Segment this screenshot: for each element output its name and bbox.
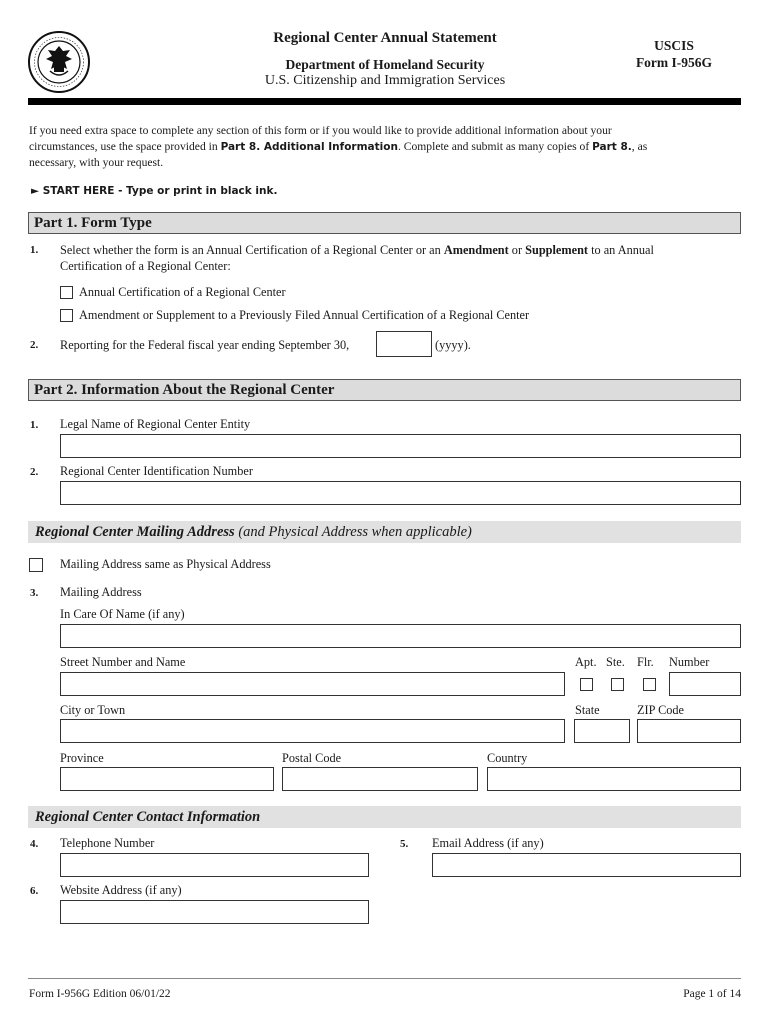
q1-supplement: Supplement (525, 243, 589, 257)
telephone-input[interactable] (60, 853, 369, 877)
rc-id-input[interactable] (60, 481, 741, 505)
p1-q1-question (60, 242, 740, 274)
state-label: State (575, 703, 600, 717)
intro-part8-ref: Part 8. Additional Information (220, 141, 398, 153)
city-label: City or Town (60, 703, 126, 717)
p2-q2-number: 2. (30, 466, 39, 478)
street-label: Street Number and Name (60, 655, 186, 669)
annual-certification-checkbox[interactable] (60, 286, 73, 299)
mailing-address-title: Regional Center Mailing Address (35, 524, 235, 540)
apt-checkbox[interactable] (580, 678, 593, 691)
number-label: Number (669, 655, 710, 669)
intro-line-1: If you need extra space to complete any section of this form or if you would like to provide additional information about your (29, 124, 612, 137)
zip-input[interactable] (637, 719, 741, 743)
email-label: Email Address (if any) (432, 836, 544, 850)
province-label: Province (60, 751, 104, 765)
p2-q1-number: 1. (30, 419, 39, 431)
same-as-physical-label: Mailing Address same as Physical Address (60, 557, 271, 571)
org-short-name: USCIS (654, 38, 694, 53)
legal-name-label: Legal Name of Regional Center Entity (60, 417, 251, 431)
flr-checkbox[interactable] (643, 678, 656, 691)
agency-name: U.S. Citizenship and Immigration Services (264, 73, 506, 88)
p1-q1-number: 1. (30, 244, 39, 256)
zip-label: ZIP Code (637, 703, 685, 717)
rc-id-label: Regional Center Identification Number (60, 464, 253, 478)
amendment-supplement-checkbox[interactable] (60, 309, 73, 322)
footer-divider (28, 978, 741, 979)
mailing-address-label: Mailing Address (60, 585, 142, 599)
ste-checkbox[interactable] (611, 678, 624, 691)
telephone-label: Telephone Number (60, 836, 155, 850)
flr-label: Flr. (637, 655, 654, 669)
ste-label: Ste. (606, 655, 625, 669)
contact-info-subheader: Regional Center Contact Information (28, 806, 741, 828)
intro-paragraph (29, 123, 741, 171)
q1-amendment: Amendment (443, 243, 509, 257)
p2-q3-number: 3. (30, 587, 39, 599)
province-input[interactable] (60, 767, 274, 791)
q1-text: or (508, 243, 526, 257)
fiscal-year-label: Reporting for the Federal fiscal year ending September 30, (60, 338, 350, 352)
postal-label: Postal Code (282, 751, 342, 765)
street-input[interactable] (60, 672, 565, 696)
p2-q4-number: 4. (30, 838, 39, 850)
p1-q2-number: 2. (30, 339, 39, 351)
website-label: Website Address (if any) (60, 883, 182, 897)
city-input[interactable] (60, 719, 565, 743)
q1-text: Certification of a Regional Center: (60, 259, 231, 273)
amendment-supplement-label: Amendment or Supplement to a Previously Filed Annual Certification of a Regional Center (79, 308, 530, 322)
intro-line-3: necessary, with your request. (29, 156, 164, 169)
in-care-of-label: In Care Of Name (if any) (60, 607, 185, 621)
same-as-physical-checkbox[interactable] (29, 558, 43, 572)
intro-text: , as (631, 140, 648, 153)
part1-header: Part 1. Form Type (28, 212, 741, 234)
email-input[interactable] (432, 853, 741, 877)
intro-text: circumstances, use the space provided in (29, 140, 221, 153)
country-input[interactable] (487, 767, 741, 791)
country-label: Country (487, 751, 528, 765)
annual-certification-label: Annual Certification of a Regional Center (79, 285, 286, 299)
in-care-of-input[interactable] (60, 624, 741, 648)
fiscal-year-format: (yyyy). (435, 338, 471, 352)
p2-q5-number: 5. (400, 838, 409, 850)
department-name: Department of Homeland Security (285, 57, 485, 72)
postal-input[interactable] (282, 767, 478, 791)
form-title: Regional Center Annual Statement (273, 30, 497, 46)
unit-number-input[interactable] (669, 672, 741, 696)
part2-header: Part 2. Information About the Regional Center (28, 379, 741, 401)
footer-edition: Form I-956G Edition 06/01/22 (29, 988, 171, 1000)
mailing-address-subheader (28, 521, 741, 543)
form-number: Form I-956G (635, 55, 713, 70)
mailing-address-note: (and Physical Address when applicable) (234, 524, 472, 540)
start-here-instruction: ► START HERE - Type or print in black ink. (31, 185, 278, 197)
intro-part8-ref: Part 8. (592, 141, 632, 153)
state-select[interactable] (574, 719, 630, 743)
form-id-block (624, 37, 724, 71)
apt-label: Apt. (575, 655, 597, 669)
p2-q6-number: 6. (30, 885, 39, 897)
legal-name-input[interactable] (60, 434, 741, 458)
footer-page-number: Page 1 of 14 (683, 988, 741, 1000)
header-divider (28, 98, 741, 105)
q1-text: Select whether the form is an Annual Certification of a Regional Center or an (60, 243, 444, 257)
intro-text: . Complete and submit as many copies of (397, 140, 593, 153)
fiscal-year-input[interactable] (376, 331, 432, 357)
website-input[interactable] (60, 900, 369, 924)
q1-text: to an Annual (588, 243, 654, 257)
